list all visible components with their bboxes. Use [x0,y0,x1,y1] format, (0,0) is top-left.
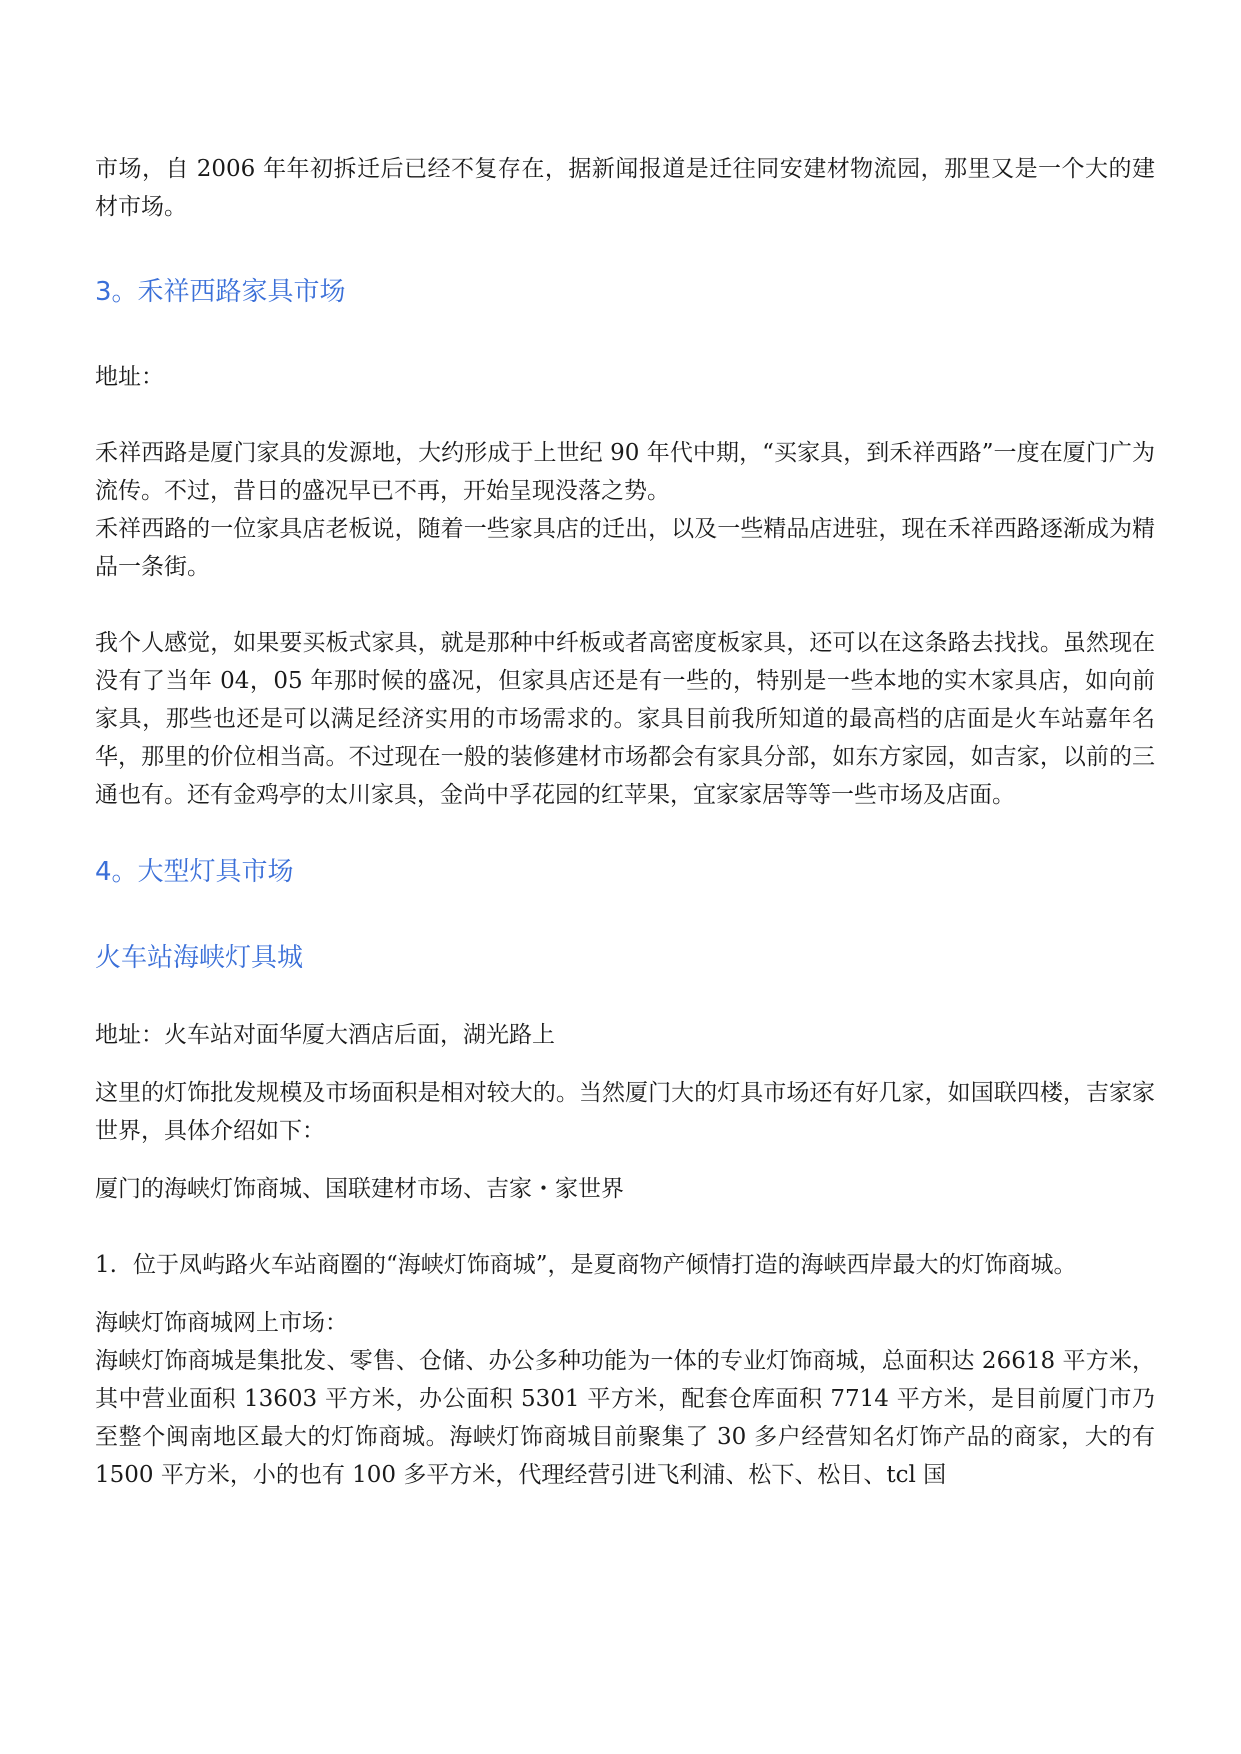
section-4-paragraph-1: 这里的灯饰批发规模及市场面积是相对较大的。当然厦门大的灯具市场还有好几家，如国联四楼，吉家家世界，具体介绍如下： [95,1080,1155,1144]
list-item-number: 1. [95,1252,117,1278]
section-4-address: 地址：火车站对面华厦大酒店后面，湖光路上 [95,1022,555,1048]
section-4-subheading: 火车站海峡灯具城 [95,943,304,973]
section-3-paragraph-3: 我个人感觉，如果要买板式家具，就是那种中纤板或者高密度板家具，还可以在这条路去找找。虽然现在没有了当年 04，05 年那时候的盛况，但家具店还是有一些的，特别是一些本地的实木家具店，如向前家具，那些也还是可以满足经济实用的市场需求的。家具目前我所知道的最高档的店面是火车站嘉年名华，那里的价位相当高。不过现在一般的装修建材市场都会有家具分部，如东方家园，如吉家，以前的三通也有。还有金鸡亭的太川家具，金尚中孚花园的红苹果，宜家家居等等一些市场及店面。 [95,630,1155,808]
list-item-text: 位于凤屿路火车站商圈的“海峡灯饰商城”，是夏商物产倾情打造的海峡西岸最大的灯饰商城。 [133,1252,1077,1278]
section-4-paragraph-2: 厦门的海峡灯饰商城、国联建材市场、吉家・家世界 [95,1176,624,1202]
section-3-paragraph-2: 禾祥西路的一位家具店老板说，随着一些家具店的迁出，以及一些精品店进驻，现在禾祥西路逐渐成为精品一条街。 [95,516,1155,580]
list-item [95,1246,1155,1284]
section-4-heading: 4。大型灯具市场 [95,857,294,887]
section-3-paragraph-1: 禾祥西路是厦门家具的发源地，大约形成于上世纪 90 年代中期，“买家具，到禾祥西路”一度在厦门广为流传。不过，昔日的盛况早已不再，开始呈现没落之势。 [95,440,1155,504]
section-3-heading: 3。禾祥西路家具市场 [95,277,346,307]
section-4-paragraph-3: 海峡灯饰商城网上市场： [95,1310,348,1336]
paragraph-intro: 市场，自 2006 年年初拆迁后已经不复存在，据新闻报道是迁往同安建材物流园，那里又是一个大的建材市场。 [95,156,1155,220]
section-3-address: 地址： [95,364,164,390]
section-4-paragraph-4: 海峡灯饰商城是集批发、零售、仓储、办公多种功能为一体的专业灯饰商城，总面积达 26618 平方米，其中营业面积 13603 平方米，办公面积 5301 平方米，配套仓库面积 7714 平方米，是目前厦门市乃至整个闽南地区最大的灯饰商城。海峡灯饰商城目前聚集了 30 多户经营知名灯饰产品的商家，大的有 1500 平方米，小的也有 100 多平方米，代理经营引进飞利浦、松下、松日、tcl 国 [95,1348,1155,1488]
document-page [95,150,1155,1494]
